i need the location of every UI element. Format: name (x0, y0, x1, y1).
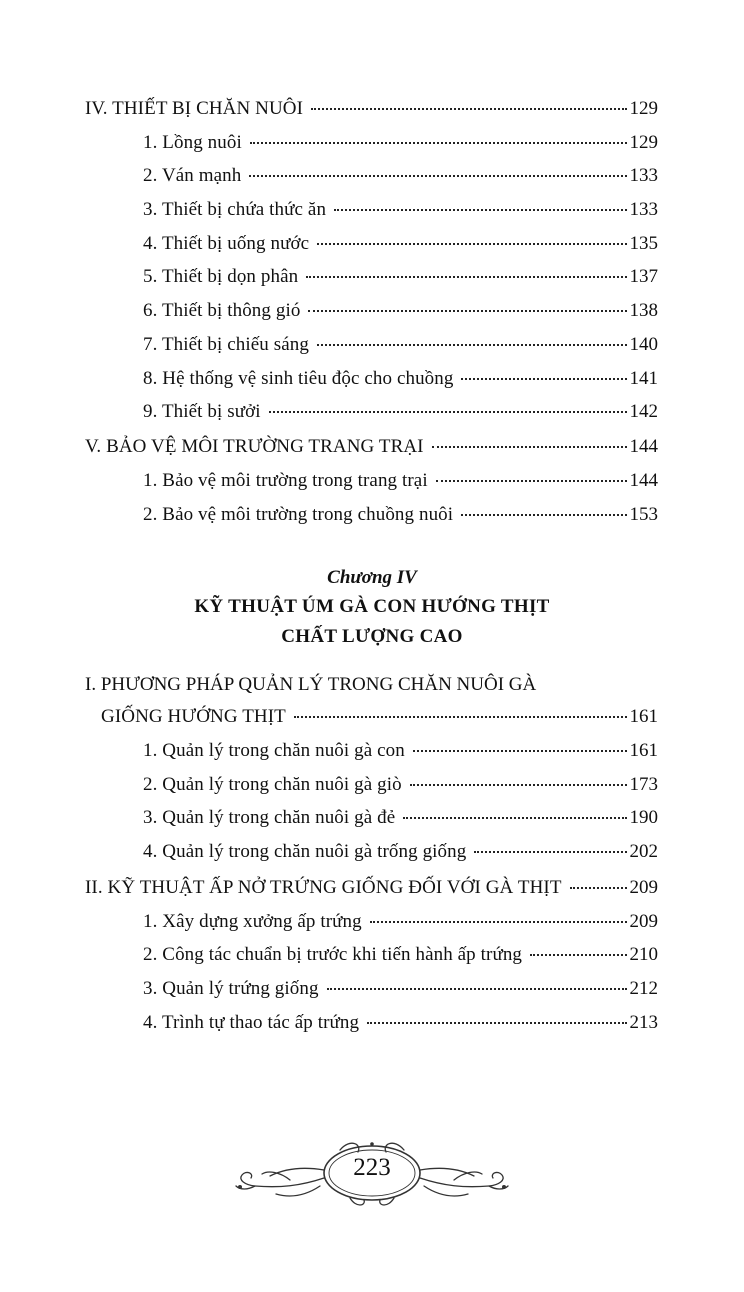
toc-entry-page: 129 (629, 98, 658, 119)
toc-entry (101, 705, 658, 729)
toc-entry-title: 2. Quản lý trong chăn nuôi gà giò (143, 774, 402, 795)
toc-leader-dots (334, 208, 626, 211)
toc-leader-dots (370, 920, 627, 923)
toc-entry (143, 400, 658, 424)
toc-entry-page: 210 (629, 944, 658, 965)
toc-entry-page: 144 (629, 470, 658, 491)
toc-section-heading: I. PHƯƠNG PHÁP QUẢN LÝ TRONG CHĂN NUÔI GÀ (85, 674, 537, 695)
toc-entry-page: 141 (629, 368, 658, 389)
toc-leader-dots (436, 479, 627, 482)
chapter-title-line-2: CHẤT LƯỢNG CAO (281, 626, 463, 647)
toc-leader-dots (317, 242, 626, 245)
toc-entry-title: 3. Quản lý trứng giống (143, 978, 319, 999)
toc-entry-title: 1. Quản lý trong chăn nuôi gà con (143, 740, 405, 761)
toc-entry-page: 161 (629, 706, 658, 727)
toc-entry (143, 198, 658, 222)
toc-leader-dots (306, 275, 626, 278)
toc-entry-page: 173 (629, 774, 658, 795)
toc-leader-dots (327, 987, 627, 990)
toc-entry-title: 1. Lồng nuôi (143, 132, 242, 153)
toc-entry-page: 212 (629, 978, 658, 999)
toc-entry (143, 367, 658, 391)
toc-entry-page: 140 (629, 334, 658, 355)
toc-entry-title: 1. Bảo vệ môi trường trong trang trại (143, 470, 428, 491)
toc-leader-dots (474, 850, 626, 853)
toc-entry-title: 3. Quản lý trong chăn nuôi gà đẻ (143, 807, 396, 828)
toc-entry-page: 209 (629, 877, 658, 898)
toc-entry-title: 3. Thiết bị chứa thức ăn (143, 199, 327, 220)
toc-leader-dots (311, 107, 626, 110)
toc-entry (85, 435, 658, 459)
toc-entry (143, 739, 658, 763)
toc-leader-dots (317, 343, 627, 346)
toc-entry-page: 209 (629, 911, 658, 932)
toc-leader-dots (294, 715, 627, 718)
toc-entry (143, 977, 658, 1001)
toc-entry (143, 265, 658, 289)
toc-leader-dots (410, 783, 627, 786)
toc-entry-page: 133 (629, 165, 658, 186)
toc-entry (85, 97, 658, 121)
toc-leader-dots (413, 749, 627, 752)
toc-entry-title: 4. Thiết bị uống nước (143, 233, 310, 254)
toc-entry-page: 135 (629, 233, 658, 254)
toc-leader-dots (461, 377, 626, 380)
toc-leader-dots (530, 953, 626, 956)
toc-entry-page: 190 (629, 807, 658, 828)
toc-entry (143, 840, 658, 864)
toc-leader-dots (570, 886, 627, 889)
toc-entry (85, 876, 658, 900)
toc-leader-dots (461, 513, 626, 516)
toc-entry (143, 164, 658, 188)
toc-leader-dots (367, 1021, 626, 1024)
chapter-title-line-1: KỸ THUẬT ÚM GÀ CON HƯỚNG THỊT (194, 596, 550, 617)
toc-leader-dots (249, 174, 626, 177)
toc-entry-page: 213 (629, 1012, 658, 1033)
toc-entry-title: 5. Thiết bị dọn phân (143, 266, 299, 287)
chapter-heading (0, 566, 744, 649)
toc-entry (143, 1011, 658, 1035)
toc-entry-title: 2. Ván mạnh (143, 165, 242, 186)
toc-entry (143, 232, 658, 256)
toc-entry-title: 9. Thiết bị sưởi (143, 401, 261, 422)
toc-leader-dots (308, 309, 626, 312)
page-number: 223 (353, 1154, 391, 1181)
toc-leader-dots (250, 141, 627, 144)
toc-entry-title: GIỐNG HƯỚNG THỊT (101, 706, 286, 727)
toc-entry (143, 773, 658, 797)
toc-entry-title: 2. Bảo vệ môi trường trong chuồng nuôi (143, 504, 454, 525)
toc-entry-title: 7. Thiết bị chiếu sáng (143, 334, 309, 355)
toc-entry-page: 137 (629, 266, 658, 287)
chapter-label: Chương IV (327, 567, 417, 588)
toc-entry (143, 503, 658, 527)
toc-entry-title: IV. THIẾT BỊ CHĂN NUÔI (85, 98, 304, 119)
toc-entry (143, 299, 658, 323)
toc-entry-page: 153 (629, 504, 658, 525)
toc-leader-dots (432, 445, 627, 448)
toc-entry-page: 142 (629, 401, 658, 422)
toc-entry-title: 1. Xây dựng xưởng ấp trứng (143, 911, 362, 932)
toc-entry-title: 2. Công tác chuẩn bị trước khi tiến hành ấp trứng (143, 944, 523, 965)
toc-entry-page: 144 (629, 436, 658, 457)
toc-entry-title: 4. Quản lý trong chăn nuôi gà trống giống (143, 841, 467, 862)
toc-entry (143, 806, 658, 830)
toc-entry-page: 202 (629, 841, 658, 862)
toc-leader-dots (403, 816, 626, 819)
toc-entry-title: 4. Trình tự thao tác ấp trứng (143, 1012, 360, 1033)
toc-entry (143, 469, 658, 493)
toc-entry-title: II. KỸ THUẬT ẤP NỞ TRỨNG GIỐNG ĐỐI VỚI GÀ THỊT (85, 877, 562, 898)
toc-entry (143, 910, 658, 934)
toc-entry-title: V. BẢO VỆ MÔI TRƯỜNG TRANG TRẠI (85, 436, 424, 457)
toc-entry-page: 161 (629, 740, 658, 761)
toc-entry-page: 129 (629, 132, 658, 153)
toc-entry-page: 133 (629, 199, 658, 220)
toc-entry-title: 8. Hệ thống vệ sinh tiêu độc cho chuồng (143, 368, 454, 389)
toc-entry-page: 138 (629, 300, 658, 321)
toc-entry (143, 333, 658, 357)
toc-entry-title: 6. Thiết bị thông gió (143, 300, 301, 321)
toc-entry (143, 131, 658, 155)
toc-leader-dots (269, 410, 627, 413)
toc-entry (143, 943, 658, 967)
